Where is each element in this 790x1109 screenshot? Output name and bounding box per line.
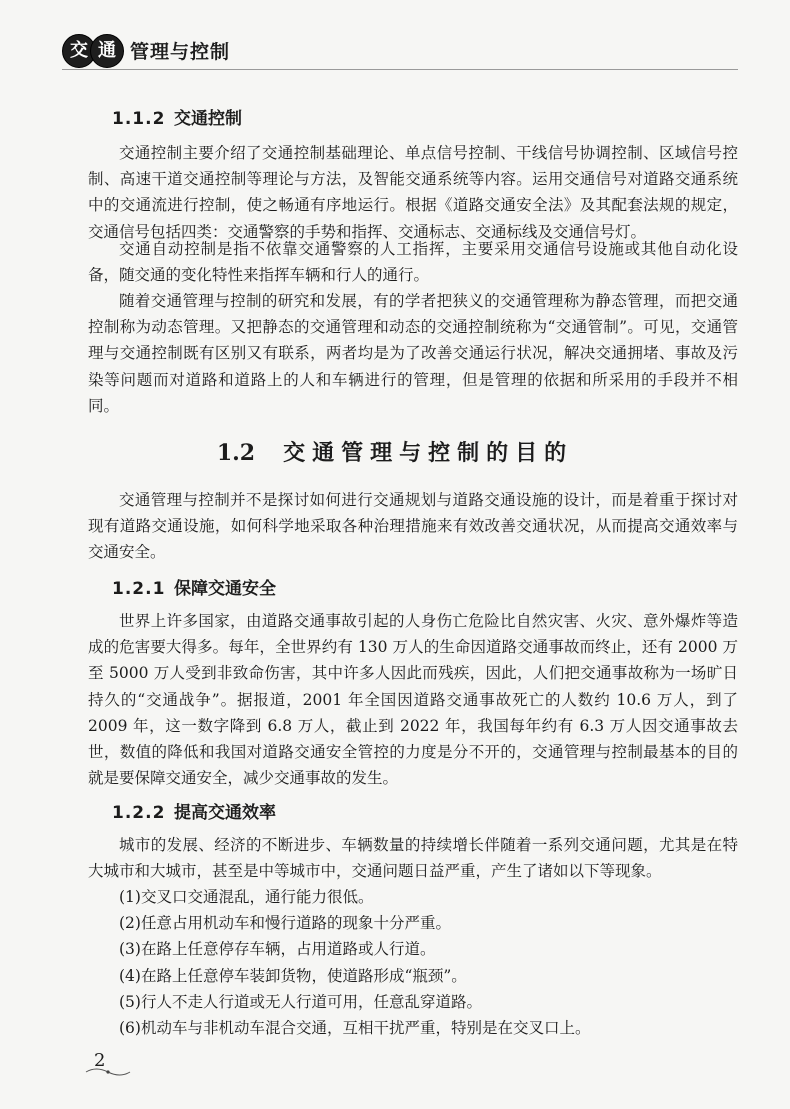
body-paragraph: 随着交通管理与控制的研究和发展，有的学者把狭义的交通管理称为静态管理，而把交通控制称为动态管理。又把静态的交通管理和动态的交通控制统称为“交通管制”。可见，交通管理与交通控制既有区别又有联系，两者均是为了改善交通运行状况，解决交通拥堵、事故及污染等问题而对道路和道路上的人和车辆进行的管理，但是管理的依据和所采用的手段并不相同。	[88, 292, 738, 415]
subsection-number: 1.2.2	[112, 803, 166, 823]
body-paragraph: 交通管理与控制并不是探讨如何进行交通规划与道路交通设施的设计，而是着重于探讨对现有道路交通设施，如何科学地采取各种治理措施来有效改善交通状况，从而提高交通效率与交通安全。	[88, 491, 738, 562]
page-number: 2	[94, 1050, 106, 1071]
section-title: 交通管理与控制的目的	[283, 441, 574, 466]
problem-list	[88, 884, 738, 1041]
footer-ornament-icon	[84, 1066, 132, 1078]
subsection-title: 提高交通效率	[174, 803, 276, 823]
body-paragraph: 交通自动控制是指不依靠交通警察的人工指挥，主要采用交通信号设施或其他自动化设备，随交通的变化特性来指挥车辆和行人的通行。	[88, 240, 738, 285]
list-item: (5)行人不走人行道或无人行道可用，任意乱穿道路。	[119, 992, 482, 1011]
body-paragraph: 交通控制主要介绍了交通控制基础理论、单点信号控制、干线信号协调控制、区域信号控制、高速干道交通控制等理论与方法，及智能交通系统等内容。运用交通信号对道路交通系统中的交通流进行控制，使之畅通有序地运行。根据《道路交通安全法》及其配套法规的规定，交通信号包括四类：交通警察的手势和指挥、交通标志、交通标线及交通信号灯。	[88, 144, 738, 241]
running-header	[62, 33, 762, 67]
section-heading	[0, 436, 790, 467]
list-item: (4)在路上任意停车装卸货物，使道路形成“瓶颈”。	[119, 966, 467, 985]
logo-char: 交	[70, 40, 88, 61]
subsection-number: 1.2.1	[112, 579, 166, 599]
list-item: (2)任意占用机动车和慢行道路的现象十分严重。	[119, 914, 451, 933]
subsection-heading	[112, 574, 276, 599]
header-divider	[62, 69, 738, 70]
subsection-heading	[112, 104, 242, 129]
running-header-title: 管理与控制	[130, 41, 231, 63]
list-item: (6)机动车与非机动车混合交通，互相干扰严重，特别是在交叉口上。	[119, 1019, 591, 1038]
list-item: (1)交叉口交通混乱，通行能力很低。	[119, 888, 374, 906]
subsection-heading	[112, 798, 276, 823]
list-item: (3)在路上任意停存车辆，占用道路或人行道。	[119, 940, 436, 959]
body-paragraph: 世界上许多国家，由道路交通事故引起的人身伤亡危险比自然灾害、火灾、意外爆炸等造成的危害要大得多。每年，全世界约有 130 万人的生命因道路交通事故而终止，还有 2000 万至 5000 万人受到非致命伤害，其中许多人因此而残疾，因此，人们把交通事故称为一场旷日持久的“交通战争”。据报道，2001 年全国因道路交通事故死亡的人数约 10.6 万人，到了 2009 年，这一数字降到 6.8 万人，截止到 2022 年，我国每年约有 6.3 万人因交通事故去世，数值的降低和我国对道路交通安全管控的力度是分不开的，交通管理与控制最基本的目的就是要保障交通安全，减少交通事故的发生。	[88, 612, 738, 788]
subsection-number: 1.1.2	[112, 109, 166, 129]
subsection-title: 保障交通安全	[174, 579, 276, 599]
section-number: 1.2	[216, 440, 256, 466]
logo-char: 通	[98, 40, 116, 61]
subsection-title: 交通控制	[174, 109, 242, 129]
body-paragraph: 城市的发展、经济的不断进步、车辆数量的持续增长伴随着一系列交通问题，尤其是在特大城市和大城市，甚至是中等城市中，交通问题日益严重，产生了诸如以下等现象。	[88, 836, 738, 881]
logo-circle	[90, 34, 124, 68]
